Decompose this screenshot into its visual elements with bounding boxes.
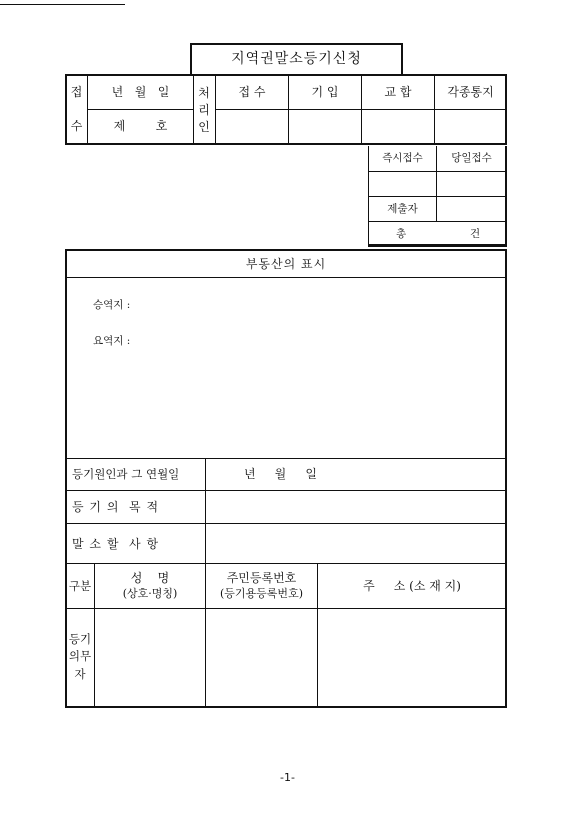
total-label: 총 [396,228,407,240]
same-day-receipt-label: 당일접수 [451,152,492,164]
count-unit-label: 건 [470,228,481,240]
id-label: 주민등록번호 [226,571,297,585]
form-title: 지역권말소등기신청 [231,51,362,67]
purpose-label: 등 기 의 목 적 [72,500,160,514]
dominant-land-label: 요역지 : [93,335,131,347]
property-heading: 부동산의 표시 [245,256,327,271]
handler-label: 처리인 [198,85,210,134]
name-sub-label: (상호·명칭) [122,587,178,600]
address-header: 주 소 (소 재 지) [363,578,461,593]
id-sub-label: (등기용등록번호) [220,587,303,600]
servient-land-label: 승역지 : [93,299,131,311]
division-label: 구분 [68,578,92,593]
submitter-label: 제출자 [387,202,418,215]
reception-label-top: 접 [70,84,83,99]
immediate-receipt-label: 즉시접수 [382,152,423,164]
reception-label-bottom: 수 [70,119,83,133]
top-rule [0,4,125,5]
step-review: 교 합 [384,84,412,99]
cause-date-value: 년 월 일 [244,467,317,481]
step-reception: 접 수 [238,84,266,99]
step-entry: 기 입 [311,84,339,99]
reception-date: 년 월 일 [111,84,170,99]
cause-label: 등기원인과 그 연월일 [72,467,180,481]
name-header [95,564,205,608]
step-notification: 각종통지 [447,84,494,99]
id-header [206,564,317,608]
name-label: 성 명 [130,571,170,585]
cancel-items-label: 말 소 할 사 항 [72,537,160,551]
obligor-label: 등기의무자 [68,631,92,681]
page-number: -1- [280,771,295,784]
reception-number: 제 호 [113,119,168,133]
